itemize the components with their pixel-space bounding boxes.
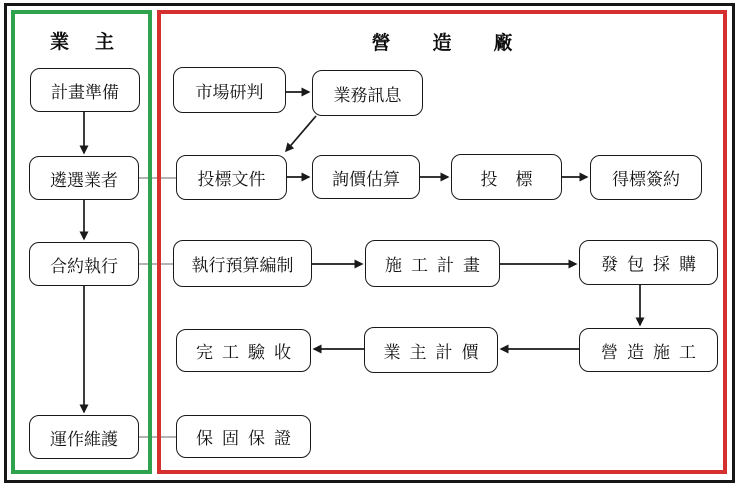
node-operation-maintenance: 運作維護: [29, 415, 139, 459]
owner-lane-title: 業主: [49, 31, 140, 53]
node-owner-valuation: 業主計價: [364, 327, 498, 373]
node-inquiry-estimate: 詢價估算: [312, 155, 420, 199]
node-award-signing: 得標簽約: [590, 155, 702, 200]
node-construction-plan: 施工計畫: [365, 240, 500, 287]
node-construction: 營造施工: [579, 328, 718, 372]
node-contract-execution: 合約執行: [29, 242, 139, 286]
node-select-contractor: 遴選業者: [29, 156, 139, 200]
node-plan-prep: 計畫準備: [30, 68, 140, 112]
node-business-info: 業務訊息: [312, 70, 423, 116]
node-bidding: 投標: [451, 154, 562, 200]
node-completion-acceptance: 完工驗收: [176, 329, 311, 372]
contractor-lane-title: 營造廠: [371, 32, 555, 54]
node-warranty: 保固保證: [176, 415, 311, 458]
node-bid-documents: 投標文件: [176, 155, 287, 200]
node-budget-preparation: 執行預算編制: [173, 240, 312, 287]
node-subcontract-procurement: 發包採購: [579, 240, 718, 285]
node-market-analysis: 市場研判: [173, 67, 286, 113]
